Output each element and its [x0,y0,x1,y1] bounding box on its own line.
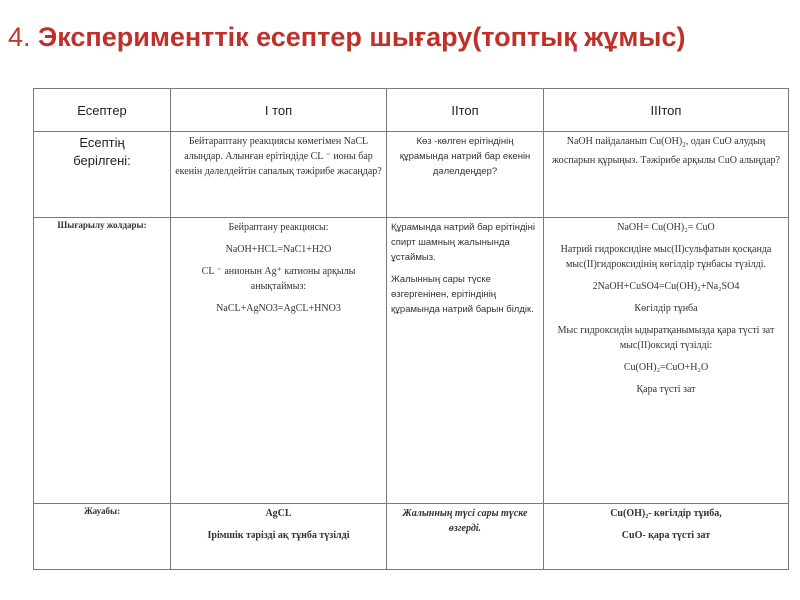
answer-g1-line1: AgCL [265,508,292,519]
header-group-2: IIтоп [387,89,544,132]
solution-g3-eq2: 2NaOH+CuSO4=Cu(OH)₂+Na₂SO4 [592,281,740,292]
header-row [34,89,789,132]
answer-g3-line1: Cu(OH)₂- көгілдір тұнба, [610,508,722,519]
given-label [34,132,171,218]
header-group-1: I топ [171,89,387,132]
answer-g3-line2: CuO- қара түсті зат [621,530,711,541]
solution-group-3 [544,218,789,504]
answer-group-1 [171,504,387,570]
solution-g1-line: NaOH+HCL=NaC1+H2O [225,244,332,255]
solution-g1-line: Бейраптану реакциясы: [228,222,329,233]
solution-g3-p3: Көгілдір тұнба [634,303,698,314]
solution-g1-line: CL ⁻ анионын Ag⁺ катионы арқылы анықтаймыз: [201,266,356,292]
title-text: Эксперименттік есептер шығару(топтық жұмыс) [38,22,686,52]
solution-g3-eq1: NaOH= Cu(OH)₂= CuO [617,222,715,233]
given-label-line2: берілгені: [73,153,131,168]
given-g3-a: NaOH пайдаланып Cu(OH) [566,136,683,147]
title-number: 4. [8,22,31,52]
given-row [34,132,789,218]
given-group-1: Бейтараптану реакциясы көмегімен NaCL алыңдар. Алынған ерітіндіде CL ⁻ ионы бар екенін дәлелдейтін сапалық тәжірибе жасаңдар? [171,132,387,218]
answer-g1-line2: Ірімшік тәрізді ақ тұнба түзілді [207,530,350,541]
solution-g3-p4: Мыс гидроксидін ыдыратқанымызда қара түсті зат мыс(II)оксиді түзілді: [557,325,775,351]
given-label-line1: Есептің [79,135,125,150]
solution-g3-eq3: Cu(OH)₂=CuO+H₂O [623,362,709,373]
answer-group-3 [544,504,789,570]
given-group-2: Көз -көлген ерітіндінің құрамында натрий бар екенін дәлелдеңдер? [387,132,544,218]
answer-label: Жауабы: [34,504,171,570]
solution-label: Шығарылу жолдары: [34,218,171,504]
given-g3-b: , одан CuO алудың жоспарын құрыңыз. Тәжірибе арқылы CuO алыңдар? [552,136,780,166]
solution-g3-p5: Қара түсті зат [636,384,696,395]
given-group-3 [544,132,789,218]
answer-group-2: Жалынның түсі сары түске өзгерді. [387,504,544,570]
solution-g2-line: Құрамында натрий бар ерітіндіні спирт шамның жалынында ұстаймыз. [391,222,535,263]
solution-group-1 [171,218,387,504]
solution-group-2 [387,218,544,504]
solution-row [34,218,789,504]
header-group-3: IIIтоп [544,89,789,132]
solution-g1-line: NaCL+AgNO3=AgCL+HNO3 [216,303,341,314]
header-tasks: Есептер [34,89,171,132]
answer-row [34,504,789,570]
page-title [8,22,685,53]
solution-g3-p2: Натрий гидроксидіне мыс(II)сульфатын қосқанда мыс(II)гидроксидінің көгілдір тұнбасы түзілді. [560,244,772,270]
given-g3-sub: 2 [682,141,686,149]
tasks-table [33,88,789,570]
solution-g2-line: Жалынның сары түске өзгергенінен, ерітіндінің құрамында натрий барын білдік. [391,274,534,315]
